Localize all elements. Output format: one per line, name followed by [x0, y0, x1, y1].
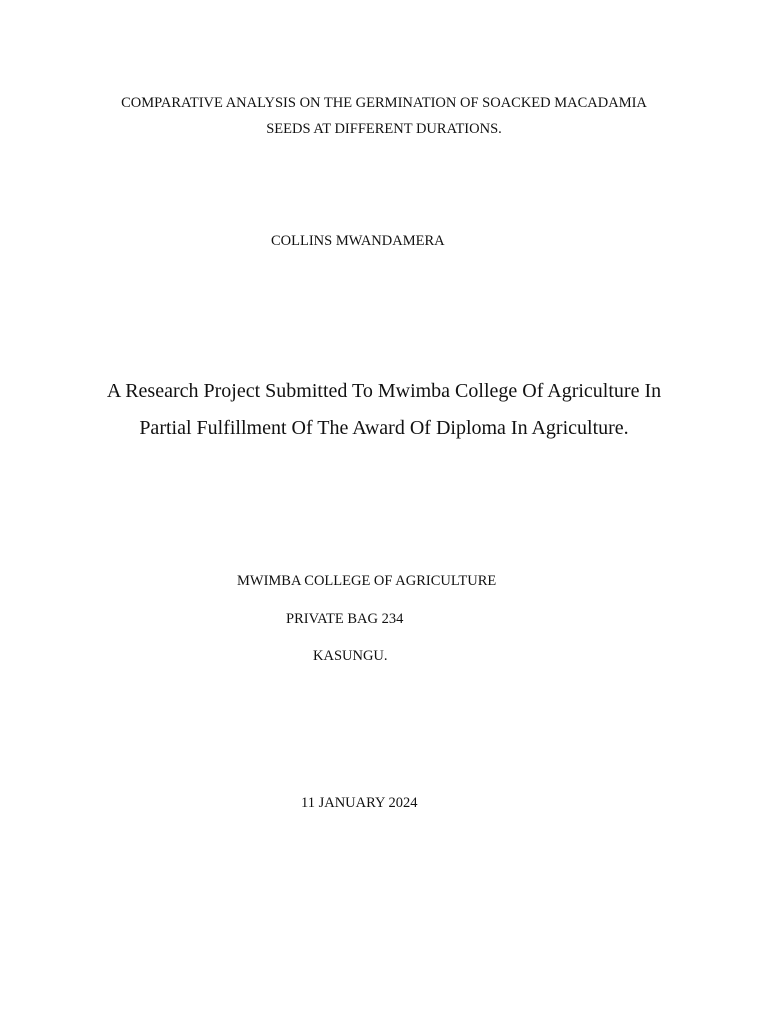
author-name: COLLINS MWANDAMERA	[271, 233, 445, 249]
submission-statement-line-1: A Research Project Submitted To Mwimba College Of Agriculture In	[106, 380, 662, 402]
postal-address: PRIVATE BAG 234	[286, 611, 404, 627]
title-line-2: SEEDS AT DIFFERENT DURATIONS.	[266, 121, 502, 137]
title-line-1: COMPARATIVE ANALYSIS ON THE GERMINATION OF SOACKED MACADAMIA	[121, 95, 647, 111]
town-name: KASUNGU.	[313, 648, 388, 664]
submission-statement-line-2: Partial Fulfillment Of The Award Of Diploma In Agriculture.	[139, 417, 629, 439]
submission-date: 11 JANUARY 2024	[301, 795, 418, 811]
institution-name: MWIMBA COLLEGE OF AGRICULTURE	[237, 573, 497, 589]
